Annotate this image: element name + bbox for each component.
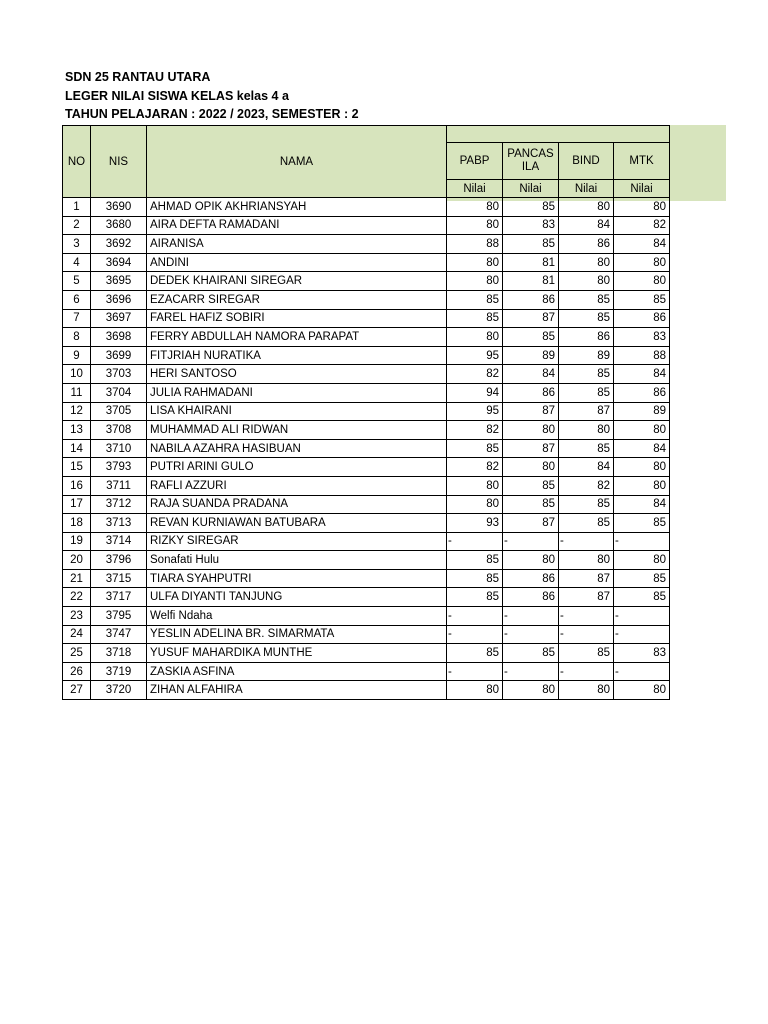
pabp-score-cell: 85 [447,588,503,607]
table-row [63,421,670,440]
row-number-cell: 15 [63,458,91,477]
row-number-cell: 23 [63,607,91,626]
bind-score-cell: - [559,607,614,626]
pabp-score-cell: 95 [447,346,503,365]
mtk-score-cell: 80 [614,458,670,477]
unit-label-mtk: Nilai [614,180,670,198]
column-header-nama: NAMA [147,126,447,198]
table-row [63,551,670,570]
student-name-cell: TIARA SYAHPUTRI [147,569,447,588]
bind-score-cell: 85 [559,309,614,328]
unit-label-pabp: Nilai [447,180,503,198]
student-name-cell: RIZKY SIREGAR [147,532,447,551]
row-number-cell: 22 [63,588,91,607]
mtk-score-cell: 80 [614,198,670,217]
pancasila-score-cell: - [503,532,559,551]
bind-score-cell: - [559,662,614,681]
row-number-cell: 7 [63,309,91,328]
student-name-cell: PUTRI ARINI GULO [147,458,447,477]
bind-score-cell: 80 [559,272,614,291]
pabp-score-cell: 80 [447,253,503,272]
row-number-cell: 12 [63,402,91,421]
nis-cell: 3696 [91,290,147,309]
bind-score-cell: 85 [559,514,614,533]
nis-cell: 3793 [91,458,147,477]
row-number-cell: 11 [63,383,91,402]
table-row [63,514,670,533]
pabp-score-cell: 94 [447,383,503,402]
table-row [63,309,670,328]
nis-cell: 3680 [91,216,147,235]
mtk-score-cell: 80 [614,421,670,440]
pabp-score-cell: 85 [447,309,503,328]
row-number-cell: 19 [63,532,91,551]
mtk-score-cell: 82 [614,216,670,235]
pabp-score-cell: 85 [447,551,503,570]
bind-score-cell: 85 [559,383,614,402]
pancasila-score-cell: 86 [503,588,559,607]
nis-cell: 3694 [91,253,147,272]
subject-group-header [447,126,670,143]
nis-cell: 3692 [91,235,147,254]
column-header-no: NO [63,126,91,198]
nis-cell: 3705 [91,402,147,421]
unit-label-bind: Nilai [559,180,614,198]
mtk-score-cell: - [614,625,670,644]
bind-score-cell: 85 [559,495,614,514]
nis-cell: 3720 [91,681,147,700]
mtk-score-cell: 85 [614,514,670,533]
mtk-score-cell: 83 [614,328,670,347]
pancasila-score-cell: 83 [503,216,559,235]
pabp-score-cell: 93 [447,514,503,533]
pancasila-score-cell: 85 [503,476,559,495]
nis-cell: 3708 [91,421,147,440]
bind-score-cell: - [559,532,614,551]
table-row [63,402,670,421]
bind-score-cell: 80 [559,198,614,217]
student-name-cell: REVAN KURNIAWAN BATUBARA [147,514,447,533]
student-name-cell: FITJRIAH NURATIKA [147,346,447,365]
grades-table [62,125,670,700]
column-header-nis: NIS [91,126,147,198]
mtk-score-cell: - [614,607,670,626]
table-row [63,495,670,514]
bind-score-cell: 87 [559,588,614,607]
pancasila-score-cell: - [503,625,559,644]
student-name-cell: AIRANISA [147,235,447,254]
student-name-cell: AIRA DEFTA RAMADANI [147,216,447,235]
mtk-score-cell: 80 [614,476,670,495]
mtk-score-cell: 88 [614,346,670,365]
mtk-score-cell: 84 [614,439,670,458]
row-number-cell: 8 [63,328,91,347]
pabp-score-cell: 85 [447,644,503,663]
column-header-bind: BIND [559,143,614,180]
student-name-cell: DEDEK KHAIRANI SIREGAR [147,272,447,291]
row-number-cell: 27 [63,681,91,700]
pancasila-score-cell: 85 [503,328,559,347]
pabp-score-cell: - [447,607,503,626]
pancasila-score-cell: 86 [503,383,559,402]
mtk-score-cell: - [614,662,670,681]
table-row [63,681,670,700]
pancasila-score-cell: 85 [503,644,559,663]
pancasila-score-cell: 80 [503,458,559,477]
pancasila-score-cell: 87 [503,309,559,328]
row-number-cell: 5 [63,272,91,291]
student-name-cell: ANDINI [147,253,447,272]
pancasila-score-cell: 86 [503,290,559,309]
pabp-score-cell: - [447,625,503,644]
pancasila-score-cell: 87 [503,402,559,421]
pancasila-score-cell: 86 [503,569,559,588]
mtk-score-cell: 85 [614,588,670,607]
nis-cell: 3713 [91,514,147,533]
nis-cell: 3718 [91,644,147,663]
pancasila-score-cell: 89 [503,346,559,365]
student-name-cell: RAFLI AZZURI [147,476,447,495]
nis-cell: 3717 [91,588,147,607]
row-number-cell: 16 [63,476,91,495]
pabp-score-cell: 82 [447,421,503,440]
bind-score-cell: 85 [559,365,614,384]
table-row [63,644,670,663]
nis-cell: 3704 [91,383,147,402]
table-row [63,625,670,644]
table-row [63,198,670,217]
pabp-score-cell: 80 [447,495,503,514]
pabp-score-cell: 82 [447,365,503,384]
student-name-cell: Sonafati Hulu [147,551,447,570]
pabp-score-cell: 80 [447,328,503,347]
table-row [63,328,670,347]
nis-cell: 3697 [91,309,147,328]
student-name-cell: Welfi Ndaha [147,607,447,626]
table-row [63,253,670,272]
pabp-score-cell: 85 [447,439,503,458]
mtk-score-cell: 84 [614,495,670,514]
bind-score-cell: 80 [559,253,614,272]
student-name-cell: YUSUF MAHARDIKA MUNTHE [147,644,447,663]
pabp-score-cell: - [447,662,503,681]
document-header [65,68,359,124]
bind-score-cell: 80 [559,681,614,700]
bind-score-cell: 84 [559,216,614,235]
pabp-score-cell: 85 [447,290,503,309]
school-name: SDN 25 RANTAU UTARA [65,70,211,84]
unit-label-pancasila: Nilai [503,180,559,198]
pancasila-score-cell: 81 [503,253,559,272]
pabp-score-cell: 95 [447,402,503,421]
nis-cell: 3699 [91,346,147,365]
bind-score-cell: 87 [559,569,614,588]
nis-cell: 3747 [91,625,147,644]
table-row [63,569,670,588]
nis-cell: 3719 [91,662,147,681]
nis-cell: 3711 [91,476,147,495]
nis-cell: 3712 [91,495,147,514]
mtk-score-cell: - [614,532,670,551]
row-number-cell: 10 [63,365,91,384]
student-name-cell: NABILA AZAHRA HASIBUAN [147,439,447,458]
pabp-score-cell: 80 [447,198,503,217]
row-number-cell: 9 [63,346,91,365]
mtk-score-cell: 86 [614,309,670,328]
table-row [63,532,670,551]
table-row [63,346,670,365]
student-name-cell: HERI SANTOSO [147,365,447,384]
nis-cell: 3795 [91,607,147,626]
mtk-score-cell: 85 [614,569,670,588]
student-name-cell: FAREL HAFIZ SOBIRI [147,309,447,328]
nis-cell: 3698 [91,328,147,347]
row-number-cell: 24 [63,625,91,644]
pancasila-score-cell: - [503,607,559,626]
column-header-mtk: MTK [614,143,670,180]
table-row [63,383,670,402]
academic-period: TAHUN PELAJARAN : 2022 / 2023, SEMESTER : 2 [65,107,359,121]
pancasila-score-cell: 85 [503,235,559,254]
mtk-score-cell: 83 [614,644,670,663]
row-number-cell: 13 [63,421,91,440]
student-name-cell: YESLIN ADELINA BR. SIMARMATA [147,625,447,644]
table-row [63,439,670,458]
row-number-cell: 14 [63,439,91,458]
pabp-score-cell: 80 [447,681,503,700]
table-row [63,662,670,681]
mtk-score-cell: 85 [614,290,670,309]
student-name-cell: LISA KHAIRANI [147,402,447,421]
mtk-score-cell: 80 [614,681,670,700]
nis-cell: 3715 [91,569,147,588]
row-number-cell: 25 [63,644,91,663]
pabp-score-cell: 80 [447,476,503,495]
student-name-cell: MUHAMMAD ALI RIDWAN [147,421,447,440]
pancasila-score-cell: 80 [503,551,559,570]
bind-score-cell: 87 [559,402,614,421]
bind-score-cell: 82 [559,476,614,495]
row-number-cell: 4 [63,253,91,272]
row-number-cell: 18 [63,514,91,533]
pancasila-score-cell: 80 [503,421,559,440]
pabp-score-cell: 80 [447,216,503,235]
pabp-score-cell: 82 [447,458,503,477]
student-name-cell: AHMAD OPIK AKHRIANSYAH [147,198,447,217]
table-header [63,126,670,198]
pancasila-score-cell: 81 [503,272,559,291]
table-body [63,198,670,700]
pancasila-score-cell: 87 [503,514,559,533]
table-row [63,235,670,254]
student-name-cell: FERRY ABDULLAH NAMORA PARAPAT [147,328,447,347]
mtk-score-cell: 80 [614,253,670,272]
row-number-cell: 17 [63,495,91,514]
table-row [63,216,670,235]
pancasila-score-cell: 84 [503,365,559,384]
nis-cell: 3703 [91,365,147,384]
column-header-pabp: PABP [447,143,503,180]
nis-cell: 3695 [91,272,147,291]
mtk-score-cell: 86 [614,383,670,402]
bind-score-cell: 89 [559,346,614,365]
student-name-cell: ZASKIA ASFINA [147,662,447,681]
row-number-cell: 1 [63,198,91,217]
table-row [63,365,670,384]
pancasila-score-cell: 85 [503,198,559,217]
pancasila-score-cell: 87 [503,439,559,458]
bind-score-cell: 85 [559,290,614,309]
bind-score-cell: - [559,625,614,644]
mtk-score-cell: 89 [614,402,670,421]
mtk-score-cell: 84 [614,365,670,384]
row-number-cell: 21 [63,569,91,588]
student-name-cell: EZACARR SIREGAR [147,290,447,309]
document-title: LEGER NILAI SISWA KELAS kelas 4 a [65,88,289,103]
nis-cell: 3710 [91,439,147,458]
student-name-cell: RAJA SUANDA PRADANA [147,495,447,514]
row-number-cell: 6 [63,290,91,309]
bind-score-cell: 86 [559,328,614,347]
bind-score-cell: 85 [559,644,614,663]
table-row [63,588,670,607]
table-row [63,290,670,309]
mtk-score-cell: 80 [614,551,670,570]
student-name-cell: ZIHAN ALFAHIRA [147,681,447,700]
student-name-cell: JULIA RAHMADANI [147,383,447,402]
nis-cell: 3690 [91,198,147,217]
student-name-cell: ULFA DIYANTI TANJUNG [147,588,447,607]
bind-score-cell: 80 [559,551,614,570]
pabp-score-cell: 85 [447,569,503,588]
mtk-score-cell: 84 [614,235,670,254]
bind-score-cell: 80 [559,421,614,440]
header-row-top [63,126,670,143]
bind-score-cell: 84 [559,458,614,477]
pancasila-score-cell: - [503,662,559,681]
table-row [63,272,670,291]
table-row [63,476,670,495]
bind-score-cell: 85 [559,439,614,458]
pabp-score-cell: 80 [447,272,503,291]
row-number-cell: 20 [63,551,91,570]
row-number-cell: 3 [63,235,91,254]
table-row [63,458,670,477]
mtk-score-cell: 80 [614,272,670,291]
table-row [63,607,670,626]
row-number-cell: 26 [63,662,91,681]
pabp-score-cell: 88 [447,235,503,254]
nis-cell: 3796 [91,551,147,570]
row-number-cell: 2 [63,216,91,235]
pancasila-score-cell: 85 [503,495,559,514]
column-header-pancasila: PANCASILA [503,143,559,180]
nis-cell: 3714 [91,532,147,551]
pabp-score-cell: - [447,532,503,551]
bind-score-cell: 86 [559,235,614,254]
pancasila-score-cell: 80 [503,681,559,700]
